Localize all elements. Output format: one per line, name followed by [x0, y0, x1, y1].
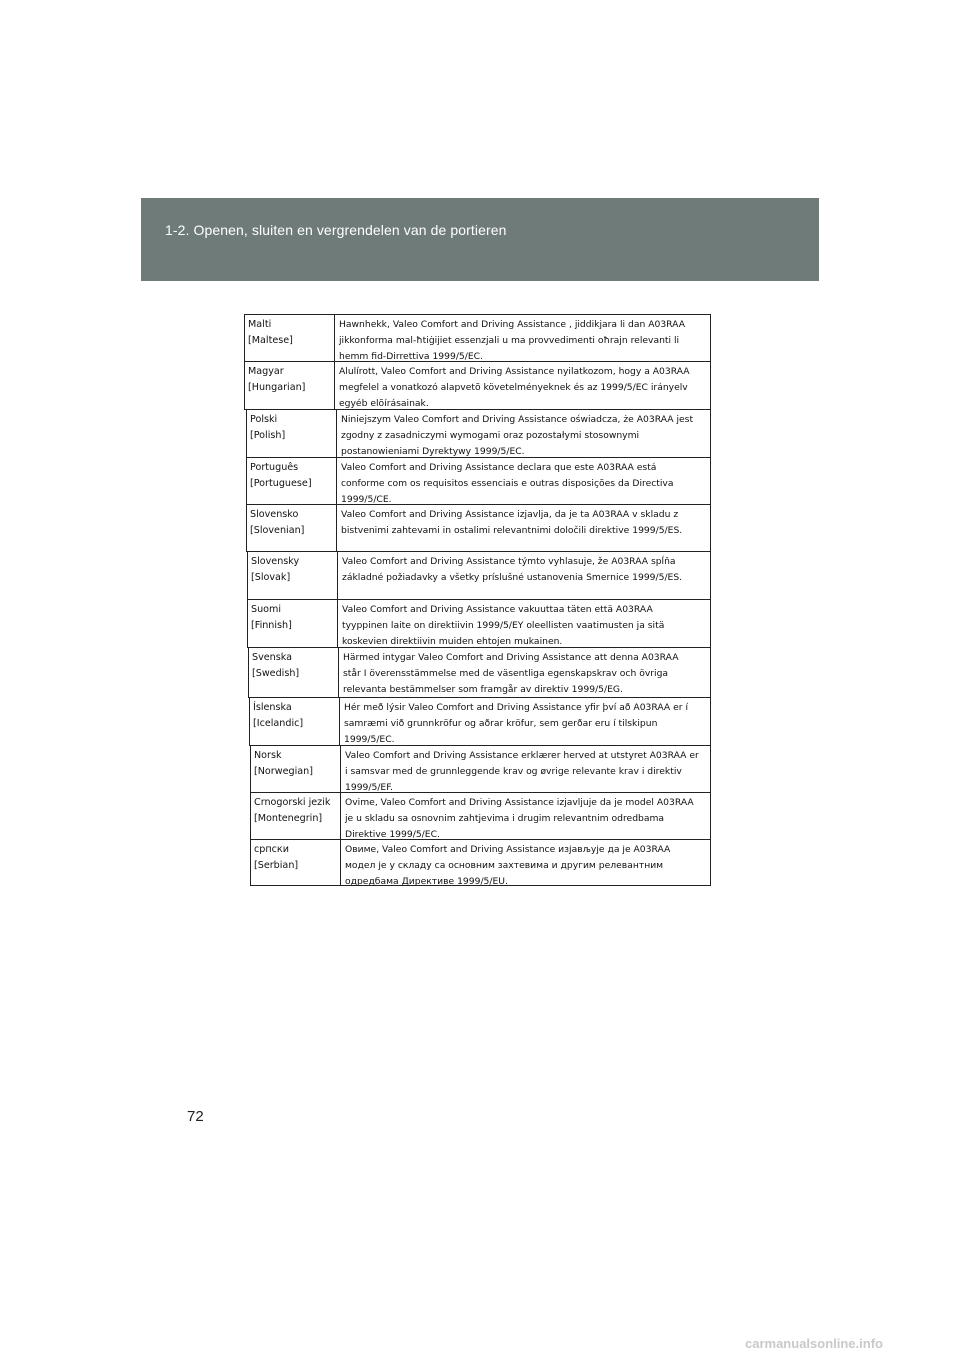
declaration-line: megfelel a vonatkozó alapvetõ követelményeknek és az 1999/5/EC irányelv — [339, 382, 688, 393]
table-row — [248, 648, 711, 698]
declaration-line: Härmed intygar Valeo Comfort and Driving Assistance att denna A03RAA — [343, 652, 679, 663]
declaration-cell — [337, 505, 710, 551]
language-label: [Maltese] — [248, 335, 293, 346]
language-label: [Icelandic] — [253, 718, 304, 729]
language-label: [Slovak] — [251, 572, 291, 583]
declaration-line: jikkonforma mal-ħtiġijiet essenzjali u ma provvedimenti oħrajn relevanti li — [339, 335, 680, 346]
declaration-cell — [341, 746, 710, 792]
declaration-table — [244, 314, 711, 900]
declaration-line: Valeo Comfort and Driving Assistance izjavlja, da je ta A03RAA v skladu z — [341, 509, 679, 520]
language-cell — [249, 648, 339, 697]
language-cell — [245, 315, 335, 361]
language-label: Português — [250, 462, 299, 473]
language-label: [Portuguese] — [250, 478, 312, 489]
declaration-line: står I överensstämmelse med de väsentliga egenskapskrav och övriga — [343, 668, 669, 679]
language-label: Íslenska — [253, 702, 292, 713]
declaration-line: Ovime, Valeo Comfort and Driving Assistance izjavljuje da je model A03RAA — [345, 797, 694, 808]
table-row — [246, 410, 711, 458]
declaration-cell — [338, 552, 710, 599]
declaration-line: Niniejszym Valeo Comfort and Driving Assistance oświadcza, że A03RAA jest — [341, 414, 694, 425]
language-cell — [250, 698, 340, 745]
declaration-line: Valeo Comfort and Driving Assistance týmto vyhlasuje, že A03RAA spĺňa — [342, 556, 676, 567]
language-cell — [251, 840, 341, 885]
declaration-line: Alulírott, Valeo Comfort and Driving Assistance nyilatkozom, hogy a A03RAA — [339, 366, 690, 377]
table-row — [246, 458, 711, 505]
declaration-cell — [340, 698, 710, 745]
language-label: Norsk — [254, 750, 282, 761]
language-label: Magyar — [248, 366, 284, 377]
language-label: Polski — [250, 414, 278, 425]
declaration-line: Овиме, Valeo Comfort and Driving Assistance изјављује да је A03RAA — [345, 844, 671, 855]
language-label: [Finnish] — [251, 620, 292, 631]
declaration-line: conforme com os requisitos essenciais e outras disposições da Directiva — [341, 478, 674, 489]
language-label: [Montenegrin] — [254, 813, 323, 824]
section-title: 1-2. Openen, sluiten en vergrendelen van de portieren — [165, 222, 507, 238]
declaration-cell — [341, 840, 710, 885]
declaration-line: Valeo Comfort and Driving Assistance vakuuttaa täten että A03RAA — [342, 604, 653, 615]
language-cell — [245, 362, 335, 409]
declaration-line: Valeo Comfort and Driving Assistance erklærer herved at utstyret A03RAA er — [345, 750, 699, 761]
table-row — [244, 314, 711, 362]
language-label: [Hungarian] — [248, 382, 306, 393]
language-label: Crnogorski jezik — [254, 797, 331, 808]
language-label: Slovensko — [250, 509, 299, 520]
table-row — [249, 698, 711, 746]
declaration-cell — [337, 458, 710, 504]
declaration-cell — [338, 600, 710, 647]
language-label: [Swedish] — [252, 668, 300, 679]
declaration-line: Hawnhekk, Valeo Comfort and Driving Assistance , jiddikjara li dan A03RAA — [339, 319, 686, 330]
table-row — [250, 793, 711, 840]
declaration-line: 1999/5/CE. — [341, 494, 392, 504]
language-cell — [247, 458, 337, 504]
language-cell — [248, 600, 338, 647]
declaration-line: i samsvar med de grunnleggende krav og øvrige relevante krav i direktiv — [345, 766, 682, 777]
table-row — [247, 552, 711, 600]
table-row — [247, 600, 711, 648]
declaration-line: zgodny z zasadniczymi wymogami oraz pozostałymi stosownymi — [341, 430, 640, 441]
declaration-line: základné požiadavky a všetky príslušné ustanovenia Smernice 1999/5/ES. — [342, 572, 683, 583]
declaration-cell — [337, 410, 710, 457]
declaration-cell — [335, 362, 710, 409]
language-label: [Serbian] — [254, 860, 299, 871]
language-label: Svenska — [252, 652, 293, 663]
declaration-line: 1999/5/EC. — [344, 734, 395, 745]
table-row — [246, 505, 711, 552]
declaration-line: Hér með lýsir Valeo Comfort and Driving Assistance yfir því að A03RAA er í — [344, 702, 689, 713]
language-cell — [251, 793, 341, 839]
declaration-line: Direktive 1999/5/EC. — [345, 829, 440, 839]
table-row — [250, 746, 711, 793]
language-label: [Polish] — [250, 430, 286, 441]
declaration-cell — [341, 793, 710, 839]
language-cell — [248, 552, 338, 599]
declaration-line: модел је у складу са основним захтевима и другим релевантним — [345, 860, 664, 871]
declaration-line: одредбама Директиве 1999/5/EU. — [345, 876, 508, 885]
language-cell — [247, 410, 337, 457]
section-header-band — [141, 198, 819, 281]
declaration-line: hemm fid-Dirrettiva 1999/5/EC. — [339, 351, 484, 361]
declaration-line: samræmi við grunnkröfur og aðrar kröfur, sem gerðar eru í tilskipun — [344, 718, 658, 729]
table-row — [250, 840, 711, 886]
language-label: Slovensky — [251, 556, 300, 567]
language-cell — [247, 505, 337, 551]
language-label: [Slovenian] — [250, 525, 305, 536]
watermark: carmanualsonline.info — [745, 1336, 883, 1351]
declaration-line: 1999/5/EF. — [345, 782, 393, 792]
declaration-cell — [335, 315, 710, 361]
declaration-line: egyéb elõírásainak. — [339, 398, 429, 409]
language-label: Malti — [248, 319, 272, 330]
declaration-line: Valeo Comfort and Driving Assistance declara que este A03RAA está — [341, 462, 657, 473]
language-label: Suomi — [251, 604, 282, 615]
page-number: 72 — [187, 1108, 204, 1125]
declaration-line: bistvenimi zahtevami in ostalimi relevantnimi določili direktive 1999/5/ES. — [341, 525, 683, 536]
language-label: [Norwegian] — [254, 766, 313, 777]
language-cell — [251, 746, 341, 792]
declaration-cell — [339, 648, 710, 697]
declaration-line: je u skladu sa osnovnim zahtjevima i drugim relevantnim odredbama — [345, 813, 665, 824]
declaration-line: postanowieniami Dyrektywy 1999/5/EC. — [341, 446, 525, 457]
declaration-line: tyyppinen laite on direktiivin 1999/5/EY oleellisten vaatimusten ja sitä — [342, 620, 665, 631]
declaration-line: koskevien direktiivin muiden ehtojen mukainen. — [342, 636, 563, 647]
table-row — [244, 362, 711, 410]
language-label: српски — [254, 844, 289, 855]
declaration-line: relevanta bestämmelser som framgår av direktiv 1999/5/EG. — [343, 684, 623, 695]
